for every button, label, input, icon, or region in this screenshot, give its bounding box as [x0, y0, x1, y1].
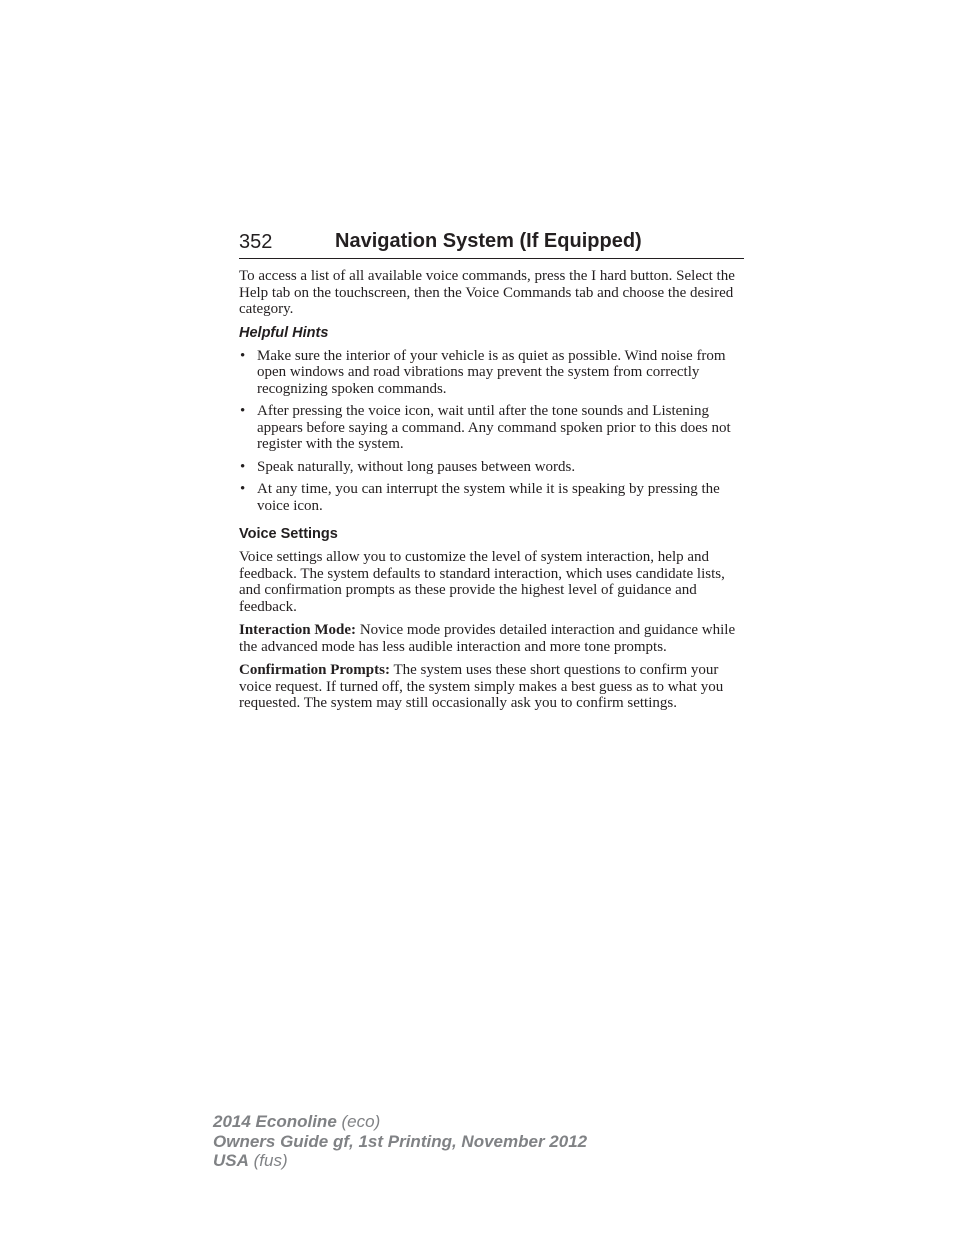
interaction-mode-term: Interaction Mode:	[239, 622, 357, 638]
list-item	[239, 481, 745, 514]
list-item-text: Speak naturally, without long pauses between words.	[257, 458, 576, 475]
footer-guide-line: Owners Guide gf, 1st Printing, November 2012	[213, 1131, 588, 1151]
footer-model: 2014 Econoline	[213, 1112, 337, 1131]
page-content	[239, 268, 745, 719]
footer-model-line	[213, 1112, 587, 1132]
voice-settings-heading: Voice Settings	[239, 526, 338, 542]
list-item-text: After pressing the voice icon, wait until after the tone sounds and Listening appears before saying a command. Any command spoken prior to this does not register with the system.	[257, 403, 731, 452]
list-item-text: At any time, you can interrupt the system while it is speaking by pressing the voice icon.	[257, 481, 720, 514]
page-number: 352	[239, 231, 273, 253]
list-item-text: Make sure the interior of your vehicle is as quiet as possible. Wind noise from open windows and road vibrations may prevent the system from correctly recognizing spoken commands.	[257, 347, 726, 397]
intro-paragraph: To access a list of all available voice commands, press the I hard button. Select the Help tab on the touchscreen, then the Voice Commands tab and choose the desired category.	[239, 268, 735, 317]
footer-region: USA	[213, 1151, 249, 1170]
list-item	[239, 459, 745, 476]
helpful-hints-list	[239, 348, 745, 515]
bullet-icon: •	[240, 347, 246, 364]
confirmation-prompts-text: The system uses these short questions to confirm your voice request. If turned off, the system simply makes a best guess as to what you requested. The system may still occasionally ask you to confirm settings.	[239, 662, 724, 711]
list-item	[239, 403, 745, 453]
footer-region-line	[213, 1151, 587, 1171]
chapter-title: Navigation System (If Equipped)	[335, 230, 642, 252]
interaction-mode-paragraph	[239, 622, 745, 655]
bullet-icon: •	[240, 481, 246, 497]
page-header	[239, 228, 744, 259]
bullet-icon: •	[240, 458, 246, 475]
confirmation-prompts-term: Confirmation Prompts:	[239, 662, 390, 678]
list-item	[239, 348, 745, 398]
footer-model-code: (eco)	[336, 1112, 381, 1131]
bullet-icon: •	[240, 403, 246, 419]
confirmation-prompts-paragraph	[239, 662, 745, 712]
interaction-mode-text: Novice mode provides detailed interaction and guidance while the advanced mode has less audible interaction and more tone prompts.	[239, 622, 736, 655]
voice-settings-paragraph: Voice settings allow you to customize the level of system interaction, help and feedback. The system defaults to standard interaction, which uses candidate lists, and confirmation prompts as these provide the highest level of guidance and feedback.	[239, 549, 725, 615]
helpful-hints-heading: Helpful Hints	[239, 324, 329, 341]
page-footer	[213, 1112, 587, 1171]
footer-region-code: (fus)	[248, 1151, 288, 1170]
